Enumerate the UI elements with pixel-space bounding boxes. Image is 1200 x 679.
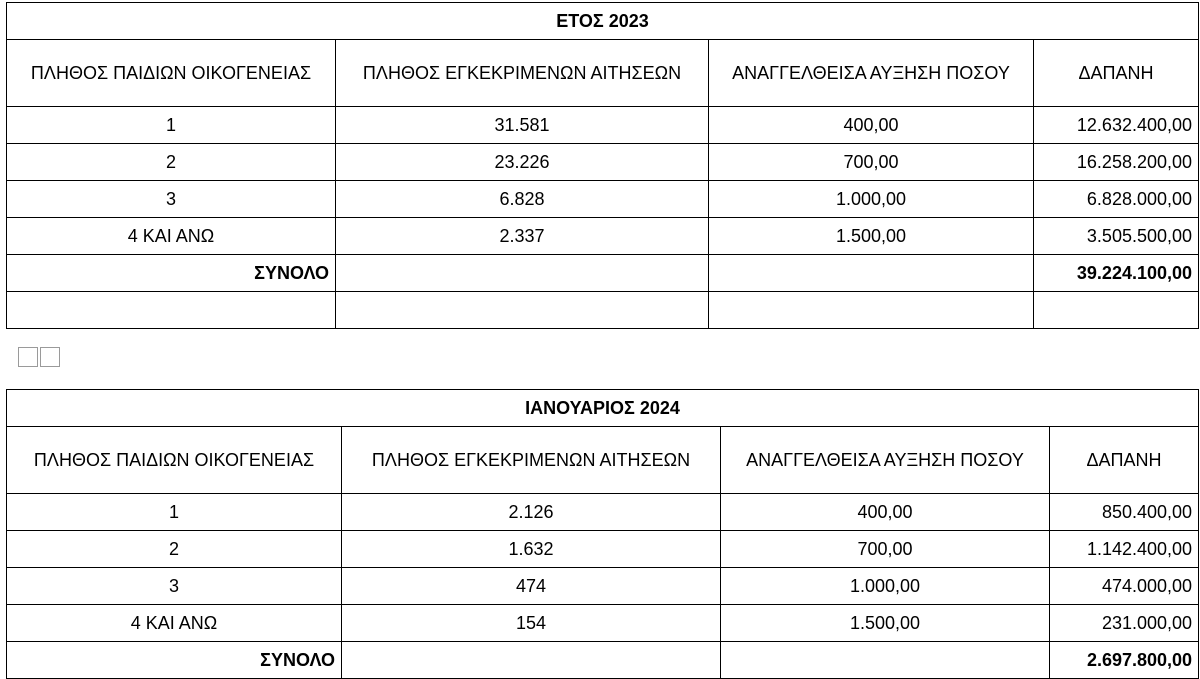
cell-applications: 23.226 <box>336 144 709 181</box>
column-header-increase: ΑΝΑΓΓΕΛΘΕΙΣΑ ΑΥΞΗΣΗ ΠΟΣΟΥ <box>721 427 1050 494</box>
column-header-expense: ΔΑΠΑΝΗ <box>1050 427 1199 494</box>
column-header-expense: ΔΑΠΑΝΗ <box>1034 40 1199 107</box>
empty-cell <box>336 255 709 292</box>
table-january-2024 <box>6 389 1199 679</box>
total-label: ΣΥΝΟΛΟ <box>7 642 342 679</box>
total-value: 39.224.100,00 <box>1034 255 1199 292</box>
table-row <box>7 107 1199 144</box>
missing-glyph-icon <box>18 347 38 367</box>
table-row <box>7 144 1199 181</box>
column-header-increase: ΑΝΑΓΓΕΛΘΕΙΣΑ ΑΥΞΗΣΗ ΠΟΣΟΥ <box>709 40 1034 107</box>
cell-expense: 231.000,00 <box>1050 605 1199 642</box>
missing-glyph-icon <box>40 347 60 367</box>
table-year-2023 <box>6 2 1199 329</box>
empty-cell <box>7 292 336 329</box>
cell-applications: 474 <box>342 568 721 605</box>
cell-expense: 1.142.400,00 <box>1050 531 1199 568</box>
table-row <box>7 531 1199 568</box>
cell-increase: 1.000,00 <box>709 181 1034 218</box>
total-label: ΣΥΝΟΛΟ <box>7 255 336 292</box>
cell-applications: 6.828 <box>336 181 709 218</box>
cell-applications: 2.126 <box>342 494 721 531</box>
cell-increase: 700,00 <box>709 144 1034 181</box>
cell-children: 2 <box>7 144 336 181</box>
column-header-applications: ΠΛΗΘΟΣ ΕΓΚΕΚΡΙΜΕΝΩΝ ΑΙΤΗΣΕΩΝ <box>336 40 709 107</box>
total-row <box>7 255 1199 292</box>
cell-applications: 2.337 <box>336 218 709 255</box>
table-row <box>7 494 1199 531</box>
cell-increase: 400,00 <box>721 494 1050 531</box>
cell-increase: 1.500,00 <box>721 605 1050 642</box>
table-row <box>7 218 1199 255</box>
table-row <box>7 605 1199 642</box>
cell-children: 3 <box>7 568 342 605</box>
cell-expense: 6.828.000,00 <box>1034 181 1199 218</box>
cell-increase: 400,00 <box>709 107 1034 144</box>
cell-applications: 154 <box>342 605 721 642</box>
empty-cell <box>709 292 1034 329</box>
cell-expense: 16.258.200,00 <box>1034 144 1199 181</box>
cell-increase: 1.000,00 <box>721 568 1050 605</box>
cell-children: 1 <box>7 494 342 531</box>
cell-applications: 31.581 <box>336 107 709 144</box>
cell-children: 3 <box>7 181 336 218</box>
empty-row <box>7 292 1199 329</box>
column-header-children: ΠΛΗΘΟΣ ΠΑΙΔΙΩΝ ΟΙΚΟΓΕΝΕΙΑΣ <box>7 40 336 107</box>
missing-glyph-boxes <box>18 347 60 367</box>
empty-cell <box>342 642 721 679</box>
cell-children: 2 <box>7 531 342 568</box>
table-row <box>7 568 1199 605</box>
empty-cell <box>336 292 709 329</box>
cell-applications: 1.632 <box>342 531 721 568</box>
table-title: ΙΑΝΟΥΑΡΙΟΣ 2024 <box>7 390 1199 427</box>
total-value: 2.697.800,00 <box>1050 642 1199 679</box>
table-title: ΕΤΟΣ 2023 <box>7 3 1199 40</box>
cell-children: 1 <box>7 107 336 144</box>
empty-cell <box>709 255 1034 292</box>
empty-cell <box>1034 292 1199 329</box>
cell-expense: 474.000,00 <box>1050 568 1199 605</box>
table-row <box>7 181 1199 218</box>
cell-children: 4 ΚΑΙ ΑΝΩ <box>7 218 336 255</box>
cell-expense: 850.400,00 <box>1050 494 1199 531</box>
cell-increase: 700,00 <box>721 531 1050 568</box>
cell-increase: 1.500,00 <box>709 218 1034 255</box>
cell-expense: 3.505.500,00 <box>1034 218 1199 255</box>
total-row <box>7 642 1199 679</box>
column-header-children: ΠΛΗΘΟΣ ΠΑΙΔΙΩΝ ΟΙΚΟΓΕΝΕΙΑΣ <box>7 427 342 494</box>
empty-cell <box>721 642 1050 679</box>
cell-children: 4 ΚΑΙ ΑΝΩ <box>7 605 342 642</box>
column-header-applications: ΠΛΗΘΟΣ ΕΓΚΕΚΡΙΜΕΝΩΝ ΑΙΤΗΣΕΩΝ <box>342 427 721 494</box>
cell-expense: 12.632.400,00 <box>1034 107 1199 144</box>
